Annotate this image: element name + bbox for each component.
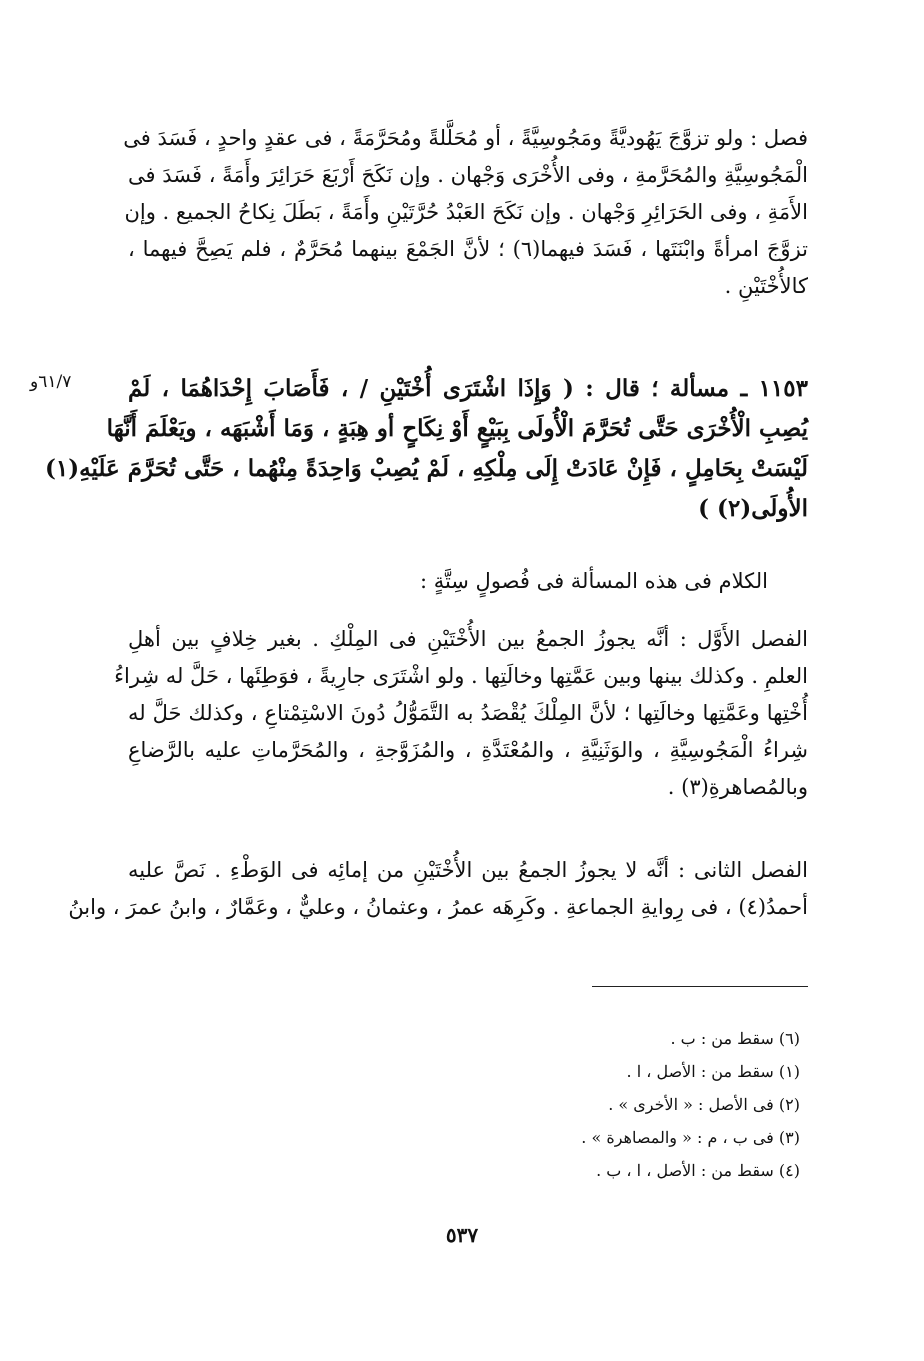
text-line: وبالمُصاهرةِ(٣) . [667, 775, 808, 799]
text-line: فصل : ولو تزوَّجَ يَهُوديَّةً ومَجُوسِيَّةً ، أو مُحَلَّلةً ومُحَرَّمَةً ، فى عقدٍ واحدٍ ، فَسَدَ فى [123, 126, 808, 150]
text-line: كالأُخْتَيْنِ . [724, 274, 808, 298]
text-line: الأُولَى(٢) ) [698, 495, 808, 522]
footnote: (٤) سقط من : الأصل ، ا ، ب . [596, 1161, 800, 1180]
text-line: الْمَجُوسِيَّةِ والمُحَرَّمةِ ، وفى الأُخْرَى وَجْهان . وإن نَكَحَ أَرْبَعَ حَرَائِرَ وأَمَةً ، فَسَدَ فى [128, 163, 808, 187]
paragraph-fasl [123, 120, 808, 305]
text-line: تزوَّجَ امرأةً وابْنَتَها ، فَسَدَ فيهما(٦) ؛ لأنَّ الجَمْعَ بينهما مُحَرَّمٌ ، فلم يَصِحَّ فيهما ، [128, 237, 808, 261]
paragraph-first-section [114, 621, 808, 806]
text-line: شِراءُ الْمَجُوسِيَّةِ ، والوَثَنِيَّةِ ، والمُعْتَدَّةِ ، والمُزَوَّجةِ ، والمُحَرَّماتِ عليه بالرَّضاعِ [128, 738, 808, 762]
paragraph-second-section [68, 852, 808, 926]
text-line: الفصل الثانى : أنَّه لا يجوزُ الجمعُ بين الأُخْتَيْنِ من إمائِه فى الوَطْءِ . نَصَّ عليه [128, 858, 808, 882]
text-line: أحمدُ(٤) ، فى رِوايةِ الجماعةِ . وكَرِهَه عمرُ ، وعثمانُ ، وعليٌّ ، وعَمَّارٌ ، وابنُ عمرَ ، وابنُ [68, 895, 808, 919]
footnote: (١) سقط من : الأصل ، ا . [626, 1062, 800, 1081]
page-number: ٥٣٧ [445, 1223, 479, 1247]
margin-folio-note: ٦١/٧و [30, 372, 72, 392]
text-line: أُخْتِها وعَمَّتِها وخالَتِها ؛ لأنَّ المِلْكَ يُقْصَدُ به التَّمَوُّلُ دُونَ الاسْتِمْتاعِ ، وكذلك حَلَّ له [128, 701, 808, 725]
text-line: يُصِبِ الْأُخْرَى حَتَّى تُحَرَّمَ الْأُولَى بِبَيْعٍ أَوْ نِكَاحٍ أو هِبَةٍ ، وَمَا أَشْبَهَه ، ويَعْلَمَ أَنَّهَا [106, 415, 808, 442]
footnote: (٢) فى الأصل : « الأخرى » . [608, 1095, 800, 1114]
footnote: (٦) سقط من : ب . [670, 1029, 800, 1048]
paragraph-intro [128, 563, 808, 600]
text-line: لَيْسَتْ بِحَامِلٍ ، فَإِنْ عَادَتْ إِلَى مِلْكِهِ ، لَمْ يُصِبْ وَاحِدَةً مِنْهُما ، حَتَّى تُحَرَّمَ عَلَيْهِ(١) [45, 455, 808, 482]
footnotes [500, 1022, 800, 1187]
text-line: العلمِ . وكذلك بينها وبين عَمَّتِها وخالَتِها . ولو اشْتَرَى جارِيةً ، فوَطِئَها ، حَلَّ له شِراءُ [114, 664, 808, 688]
footnote-separator [592, 986, 808, 987]
text-line: الكلام فى هذه المسألة فى فُصولٍ سِتَّةٍ : [419, 569, 768, 593]
text-line: ١١٥٣ ـ مسألة ؛ قال : ( وَإِذَا اشْتَرَى أُخْتَيْنِ / ، فَأَصَابَ إِحْدَاهُمَا ، لَمْ [128, 375, 808, 402]
footnote: (٣) فى ب ، م : « والمصاهرة » . [581, 1128, 800, 1147]
text-line: الفصل الأَوَّل : أنَّه يجوزُ الجمعُ بين الأُخْتَيْنِ فى المِلْكِ . بغير خِلافٍ بين أهلِ [128, 627, 808, 651]
text-line: الأَمَةِ ، وفى الحَرَائِرِ وَجْهان . وإن نَكَحَ العَبْدُ حُرَّتَيْنِ وأَمَةً ، بَطَلَ نِكاحُ الجميع . وإن [124, 200, 808, 224]
